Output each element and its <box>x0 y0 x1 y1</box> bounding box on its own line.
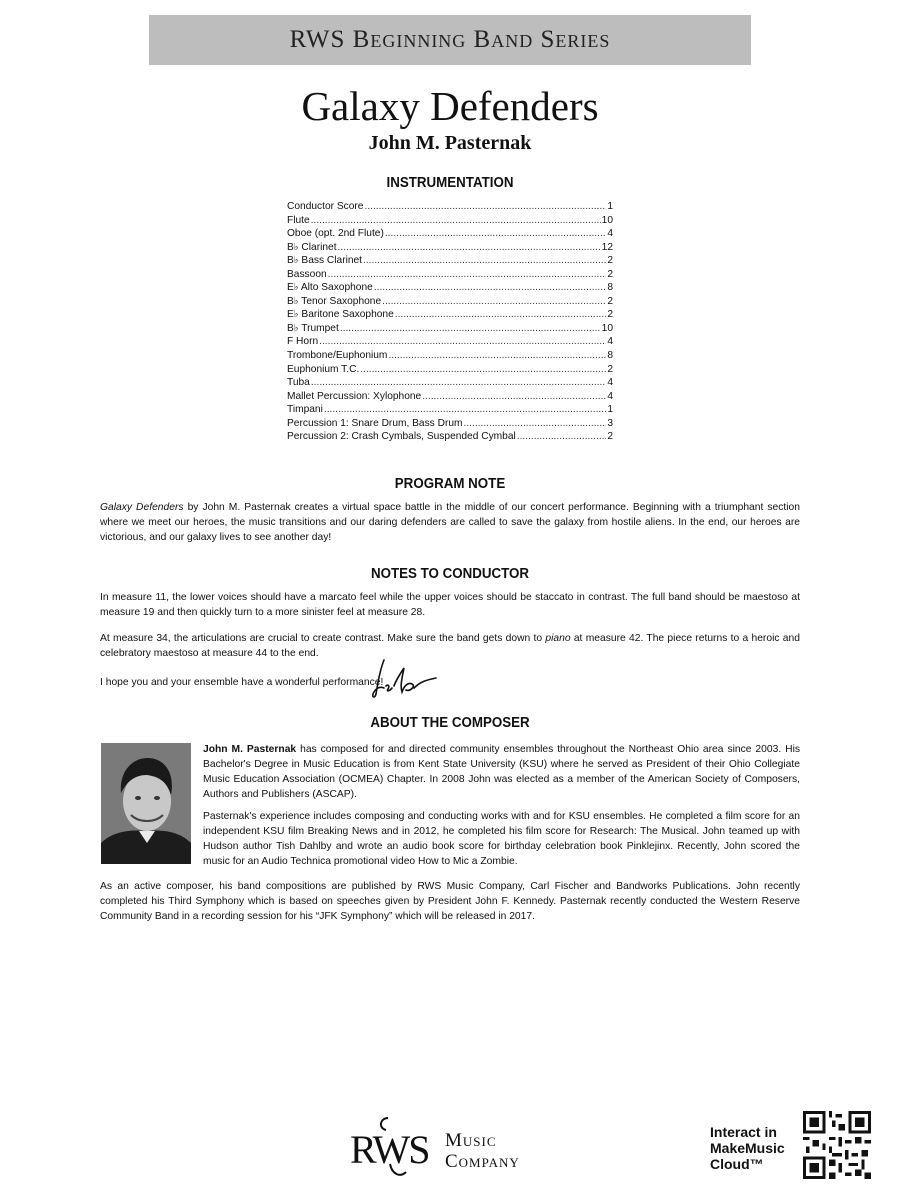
leader-dots <box>338 241 601 255</box>
instrument-count: 4 <box>607 390 613 402</box>
leader-dots <box>311 214 601 228</box>
instrument-count: 2 <box>607 431 613 443</box>
instrumentation-list <box>287 200 613 444</box>
instrument-count: 4 <box>607 228 613 240</box>
instrument-name: Percussion 2: Crash Cymbals, Suspended Cymbal <box>287 431 516 443</box>
instrument-name: Flute <box>287 214 310 226</box>
leader-dots <box>422 390 606 404</box>
instrument-row <box>287 430 613 444</box>
rws-logo-mark: RWS <box>350 1127 429 1172</box>
instrument-row <box>287 295 613 309</box>
leader-dots <box>324 403 606 417</box>
instrument-row <box>287 281 613 295</box>
instrument-row <box>287 403 613 417</box>
leader-dots <box>364 200 606 214</box>
instrument-count: 8 <box>607 282 613 294</box>
rws-logo <box>350 1112 550 1182</box>
series-banner <box>149 15 751 65</box>
leader-dots <box>311 376 606 390</box>
instrument-name: E♭ Alto Saxophone <box>287 282 373 294</box>
instrument-row <box>287 349 613 363</box>
instrument-row <box>287 227 613 241</box>
instrument-count: 10 <box>601 322 613 334</box>
leader-dots <box>340 322 601 336</box>
program-note-text <box>100 500 800 545</box>
instrument-name: Bassoon <box>287 268 327 280</box>
instrument-name: B♭ Trumpet <box>287 322 339 334</box>
composer-photo <box>101 743 191 864</box>
notes-p2-end: at measure 42. The piece returns to a heroic and celebratory maestoso at measure 44 to the end. <box>100 633 800 659</box>
notes-paragraph-1: In measure 11, the lower voices should have a marcato feel while the upper voices should be staccato in contrast. The full band should be maestoso at measure 19 and then quickly turn to a more sinister feel at measure 28. <box>100 592 800 618</box>
instrument-count: 1 <box>607 404 613 416</box>
qr-code-icon[interactable] <box>803 1111 871 1179</box>
series-title: RWS Beginning Band Series <box>289 26 611 53</box>
instrument-name: Percussion 1: Snare Drum, Bass Drum <box>287 417 463 429</box>
notes-p2-italic: piano <box>545 633 571 644</box>
instrumentation-heading: INSTRUMENTATION <box>386 175 514 191</box>
notes-paragraph-2 <box>100 631 800 661</box>
instrument-name: Oboe (opt. 2nd Flute) <box>287 228 384 240</box>
rws-logo-line-2: Company <box>445 1151 520 1172</box>
instrument-name: Mallet Percussion: Xylophone <box>287 390 422 402</box>
notes-p2-start: At measure 34, the articulations are crucial to create contrast. Make sure the band gets down to <box>100 633 546 644</box>
leader-dots <box>374 281 607 295</box>
instrument-row <box>287 308 613 322</box>
about-paragraph-2: Pasternak's experience includes composing and conducting works with and for KSU ensembles. He completed a film score for an independent KSU film Breaking News and in 2012, he completed his film score for Research: The Musical. John teamed up with Hudson author Tish Dahlby and wrote an audio book score for birthday celebration book Pinklejinx. Recently, John scored the music for an Audio Technica promotional video How to Mic a Zombie. <box>203 811 800 867</box>
instrument-count: 4 <box>607 336 613 348</box>
leader-dots <box>382 295 606 309</box>
instrument-name: Tuba <box>287 377 310 389</box>
about-heading: ABOUT THE COMPOSER <box>370 715 530 731</box>
instrument-row <box>287 363 613 377</box>
instrument-row <box>287 417 613 431</box>
instrument-count: 8 <box>607 350 613 362</box>
leader-dots <box>385 227 606 241</box>
about-p1-text: has composed for and directed community ensembles throughout the Northeast Ohio area since 2003. His Bachelor's Degree in Music Education is from Kent State University (KSU) where he served as President of their Ohio Collegiate Music Education Association (OCMEA) Chapter. In 2008 John was elected as a member of the American Society of Composers, Authors and Publishers (ASCAP). <box>203 744 801 800</box>
about-paragraph-3: As an active composer, his band compositions are published by RWS Music Company, Carl Fischer and Bandworks Publications. John recently completed his Third Symphony which is based on speeches given by President John F. Kennedy. Pasternak recently conducted the Western Reserve Community Band in a recording session for his “JFK Symphony” which will be released in 2017. <box>100 881 800 922</box>
leader-dots <box>395 308 607 322</box>
instrument-row <box>287 390 613 404</box>
signature-image <box>370 656 440 702</box>
instrument-name: Euphonium T.C. <box>287 363 360 375</box>
instrument-name: Conductor Score <box>287 201 364 212</box>
about-name: John M. Pasternak <box>203 744 297 755</box>
instrument-name: B♭ Clarinet <box>287 241 337 253</box>
interact-line-1: Interact in <box>710 1124 777 1140</box>
instrument-row <box>287 322 613 336</box>
about-paragraph-1 <box>203 742 800 802</box>
instrument-count: 1 <box>607 201 613 212</box>
instrument-count: 2 <box>607 363 613 375</box>
instrument-count: 2 <box>607 255 613 267</box>
instrument-name: Timpani <box>287 404 323 416</box>
instrument-count: 10 <box>601 214 613 226</box>
makemusic-cloud-label <box>710 1124 785 1172</box>
instrument-count: 3 <box>607 417 613 429</box>
instrument-row <box>287 254 613 268</box>
instrument-row <box>287 241 613 255</box>
instrument-count: 2 <box>607 268 613 280</box>
instrument-row <box>287 200 613 214</box>
instrument-row <box>287 214 613 228</box>
instrument-count: 4 <box>607 377 613 389</box>
piece-title: Galaxy Defenders <box>301 83 599 129</box>
instrument-count: 2 <box>607 295 613 307</box>
instrument-row <box>287 335 613 349</box>
instrument-count: 12 <box>601 241 613 253</box>
instrument-name: E♭ Baritone Saxophone <box>287 309 394 321</box>
notes-heading: NOTES TO CONDUCTOR <box>370 566 530 582</box>
interact-line-3: Cloud™ <box>710 1156 764 1172</box>
program-note-title: Galaxy Defenders <box>100 502 184 513</box>
leader-dots <box>360 363 606 377</box>
composer-name: John M. Pasternak <box>368 132 532 154</box>
leader-dots <box>388 349 606 363</box>
leader-dots <box>319 335 606 349</box>
rws-logo-text <box>445 1130 520 1172</box>
instrument-count: 2 <box>607 309 613 321</box>
rws-logo-line-1: Music <box>445 1130 497 1151</box>
leader-dots <box>464 417 607 431</box>
instrument-name: Trombone/Euphonium <box>287 350 388 362</box>
leader-dots <box>517 430 607 444</box>
interact-line-2: MakeMusic <box>710 1140 785 1156</box>
instrument-row <box>287 268 613 282</box>
program-note-body: by John M. Pasternak creates a virtual space battle in the middle of our concert performance. Beginning with a triumphant section where we meet our heroes, the music transitions and our daring defenders are called to save the galaxy from hostile aliens. In the end, our heroes are victorious, and our galaxy lives to see another day! <box>100 502 800 543</box>
instrument-name: B♭ Bass Clarinet <box>287 255 363 267</box>
instrument-name: F Horn <box>287 336 319 348</box>
leader-dots <box>363 254 606 268</box>
instrument-row <box>287 376 613 390</box>
program-note-heading: PROGRAM NOTE <box>394 476 506 492</box>
instrument-name: B♭ Tenor Saxophone <box>287 295 382 307</box>
notes-paragraph-3: I hope you and your ensemble have a wonderful performance! <box>100 677 384 688</box>
leader-dots <box>328 268 607 282</box>
